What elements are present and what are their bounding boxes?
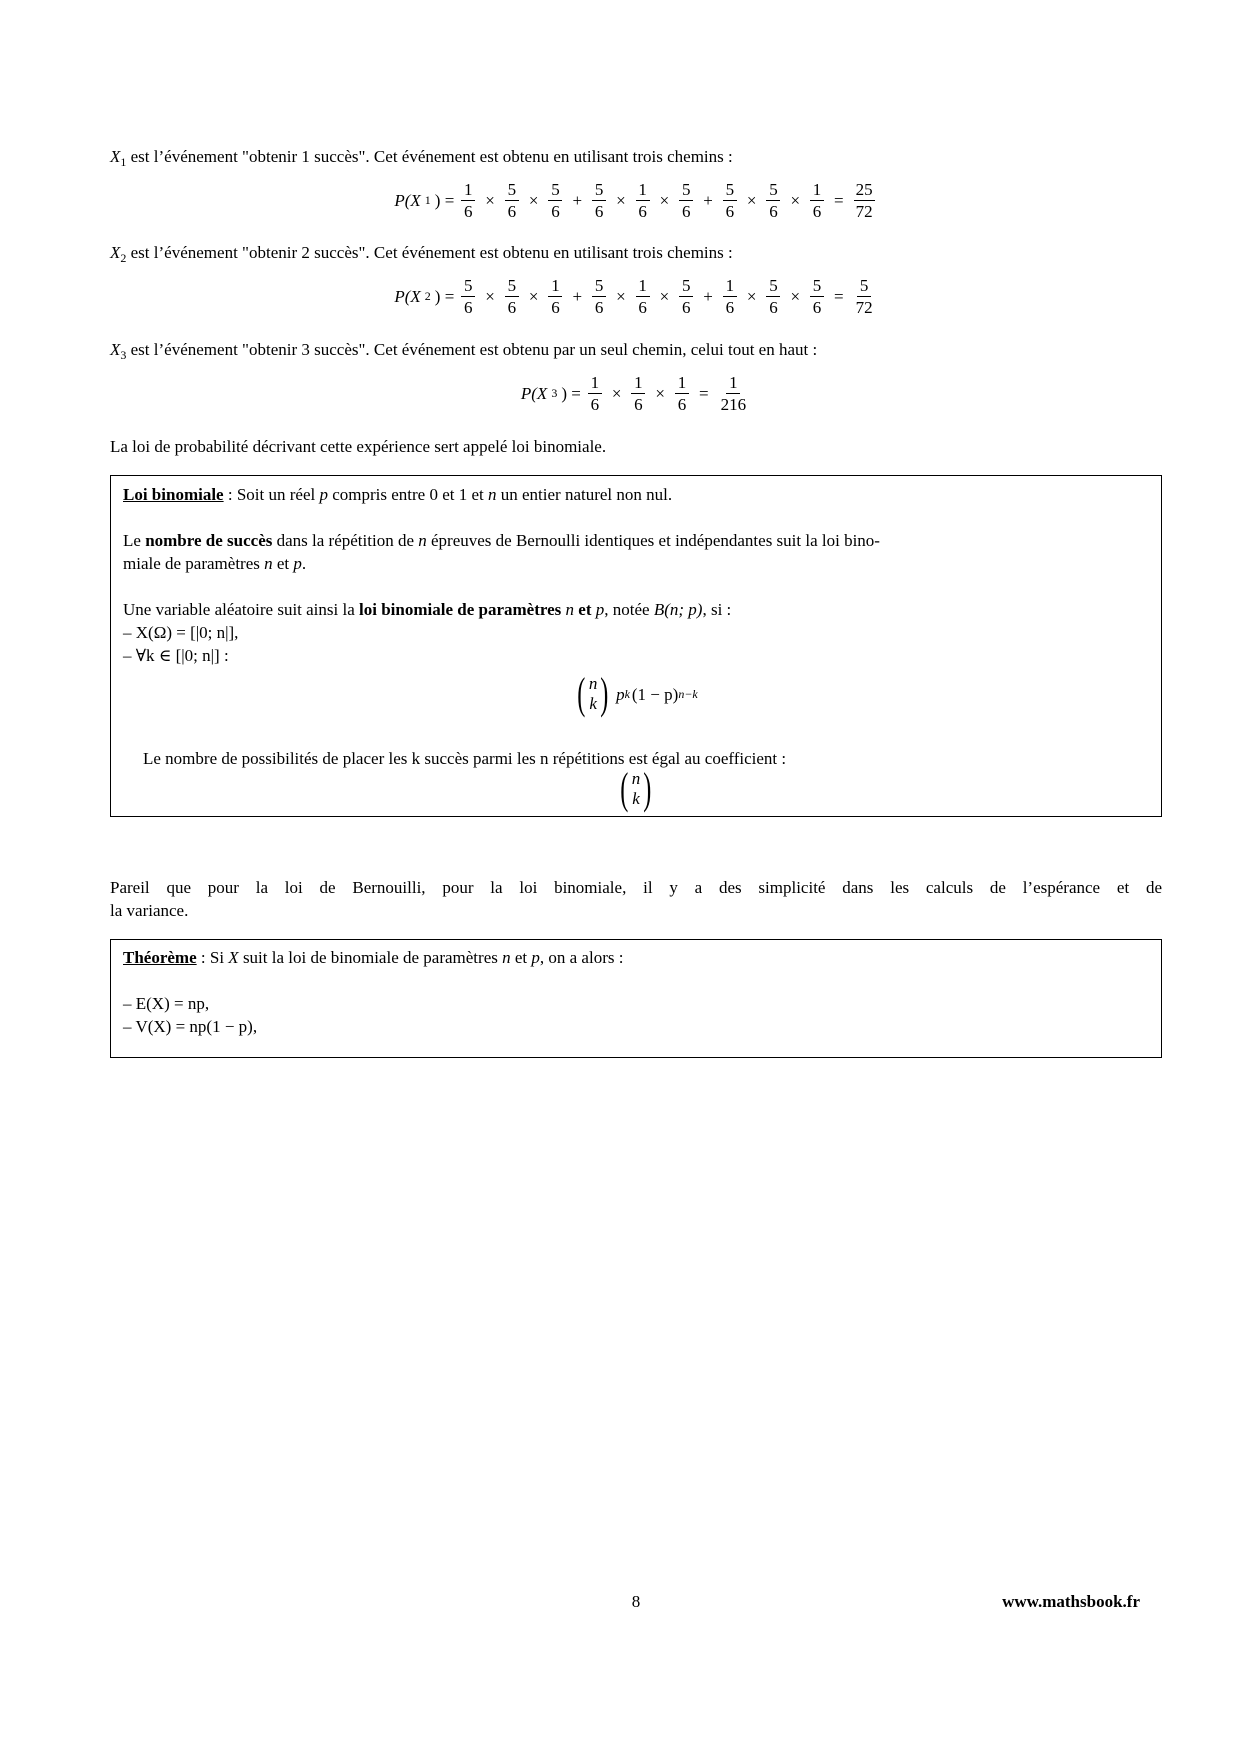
paragraph-esperance-line-2: la variance.: [110, 901, 189, 920]
lhs: P(X: [394, 190, 421, 210]
definition-line-7: Le nombre de possibilités de placer les k succès parmi les n répétitions est égal au coefficient :: [143, 749, 787, 768]
fraction-result: $\frac{1}{216}$: [720, 373, 747, 414]
var-x: X: [110, 243, 121, 262]
fraction-result: $\frac{5}{72}$: [855, 276, 873, 317]
theorem-line-1: Théorème : Si X suit la loi de binomiale de paramètres n et p, on a alors :: [123, 948, 624, 967]
definition-line-5: – X(Ω) = [|0; n|],: [123, 623, 239, 642]
definition-line-4: Une variable aléatoire suit ainsi la loi binomiale de paramètres n et p, notée B(n; p), si :: [123, 600, 732, 619]
fraction: $\frac{5}{6}$: [461, 276, 475, 317]
definition-box: [110, 475, 1162, 817]
equation-px3: P(X 3 ) = $\frac{1}{6}$ × $\frac{1}{6}$ × $\frac{1}{6}$ = $\frac{1}{216}$: [520, 373, 747, 414]
footer: [110, 1592, 1162, 1616]
fraction: $\frac{5}{6}$: [592, 276, 606, 317]
binomial-coefficient: ( n k ): [620, 764, 652, 813]
fraction: $\frac{5}{6}$: [679, 180, 693, 221]
fraction: $\frac{1}{6}$: [723, 276, 737, 317]
definition-line-1: Loi binomiale : Soit un réel p compris entre 0 et 1 et n un entier naturel non nul.: [123, 485, 673, 504]
equation-px1: P(X 1 ) = $\frac{1}{6}$ × $\frac{5}{6}$ × $\frac{5}{6}$ + $\frac{5}{6}$ × $\frac{1}{6}$ × $\frac{5}{6}$ + $\frac{5}{6}$ × $\frac{5}{6}$ × $\frac{1}{6}$ = $\frac{25}{72}$: [394, 180, 873, 221]
definition-line-6: – ∀k ∈ [|0; n|] :: [123, 646, 229, 665]
fraction: $\frac{5}{6}$: [723, 180, 737, 221]
fraction: $\frac{1}{6}$: [810, 180, 824, 221]
fraction: $\frac{5}{6}$: [679, 276, 693, 317]
fraction: $\frac{1}{6}$: [548, 276, 562, 317]
subscript: 1: [120, 155, 127, 169]
fraction: $\frac{1}{6}$: [675, 373, 689, 414]
fraction-result: $\frac{25}{72}$: [855, 180, 873, 221]
definition-title: Loi binomiale: [123, 485, 224, 504]
theorem-box: [110, 939, 1162, 1058]
text: est l’événement "obtenir 2 succès". Cet événement est obtenu en utilisant trois chemins :: [126, 243, 733, 262]
fraction: $\frac{1}{6}$: [631, 373, 645, 414]
equation-px2: P(X 2 ) = $\frac{5}{6}$ × $\frac{5}{6}$ × $\frac{1}{6}$ + $\frac{5}{6}$ × $\frac{1}{6}$ × $\frac{5}{6}$ + $\frac{1}{6}$ × $\frac{5}{6}$ × $\frac{5}{6}$ = $\frac{5}{72}$: [394, 276, 873, 317]
paragraph-x2: [110, 241, 1162, 270]
definition-line-3: miale de paramètres n et p.: [123, 554, 307, 573]
paragraph-intro-binomial: La loi de probabilité décrivant cette expérience sert appelé loi binomiale.: [110, 437, 607, 456]
theorem-title: Théorème: [123, 948, 197, 967]
paragraph-x1: [110, 145, 1162, 174]
fraction: $\frac{1}{6}$: [636, 180, 650, 221]
subscript: 1: [424, 193, 431, 207]
paragraph-esperance-line-1: Pareil que pour la loi de Bernouilli, pour la loi binomiale, il y a des simplicité dans les calculs de l’espérance et de: [110, 878, 1162, 897]
definition-line-2: Le nombre de succès dans la répétition de n épreuves de Bernoulli identiques et indépendantes suit la loi bino-: [123, 531, 880, 550]
fraction: $\frac{5}{6}$: [548, 180, 562, 221]
subscript: 2: [120, 251, 127, 265]
fraction: $\frac{5}{6}$: [505, 276, 519, 317]
lhs-close: ) =: [434, 190, 455, 210]
text: est l’événement "obtenir 1 succès". Cet événement est obtenu en utilisant trois chemins :: [126, 147, 733, 166]
theorem-expectation: – E(X) = np,: [123, 994, 210, 1013]
site-url[interactable]: www.mathsbook.fr: [1002, 1592, 1140, 1611]
page-number: 8: [631, 1592, 641, 1611]
fraction: $\frac{5}{6}$: [810, 276, 824, 317]
fraction: $\frac{1}{6}$: [588, 373, 602, 414]
fraction: $\frac{5}{6}$: [592, 180, 606, 221]
binomial-formula: ( n k ) p k (1 − p) n−k: [577, 669, 698, 718]
fraction: $\frac{5}{6}$: [505, 180, 519, 221]
fraction: $\frac{5}{6}$: [766, 276, 780, 317]
var-x: X: [110, 147, 121, 166]
fraction: $\frac{1}{6}$: [636, 276, 650, 317]
theorem-variance: – V(X) = np(1 − p),: [123, 1017, 258, 1036]
fraction: $\frac{1}{6}$: [461, 180, 475, 221]
paragraph-x3: $X_3$ est l’événement "obtenir 3 succès". Cet événement est obtenu par un seul chemin, celui tout en haut :: [110, 340, 818, 362]
fraction: $\frac{5}{6}$: [766, 180, 780, 221]
